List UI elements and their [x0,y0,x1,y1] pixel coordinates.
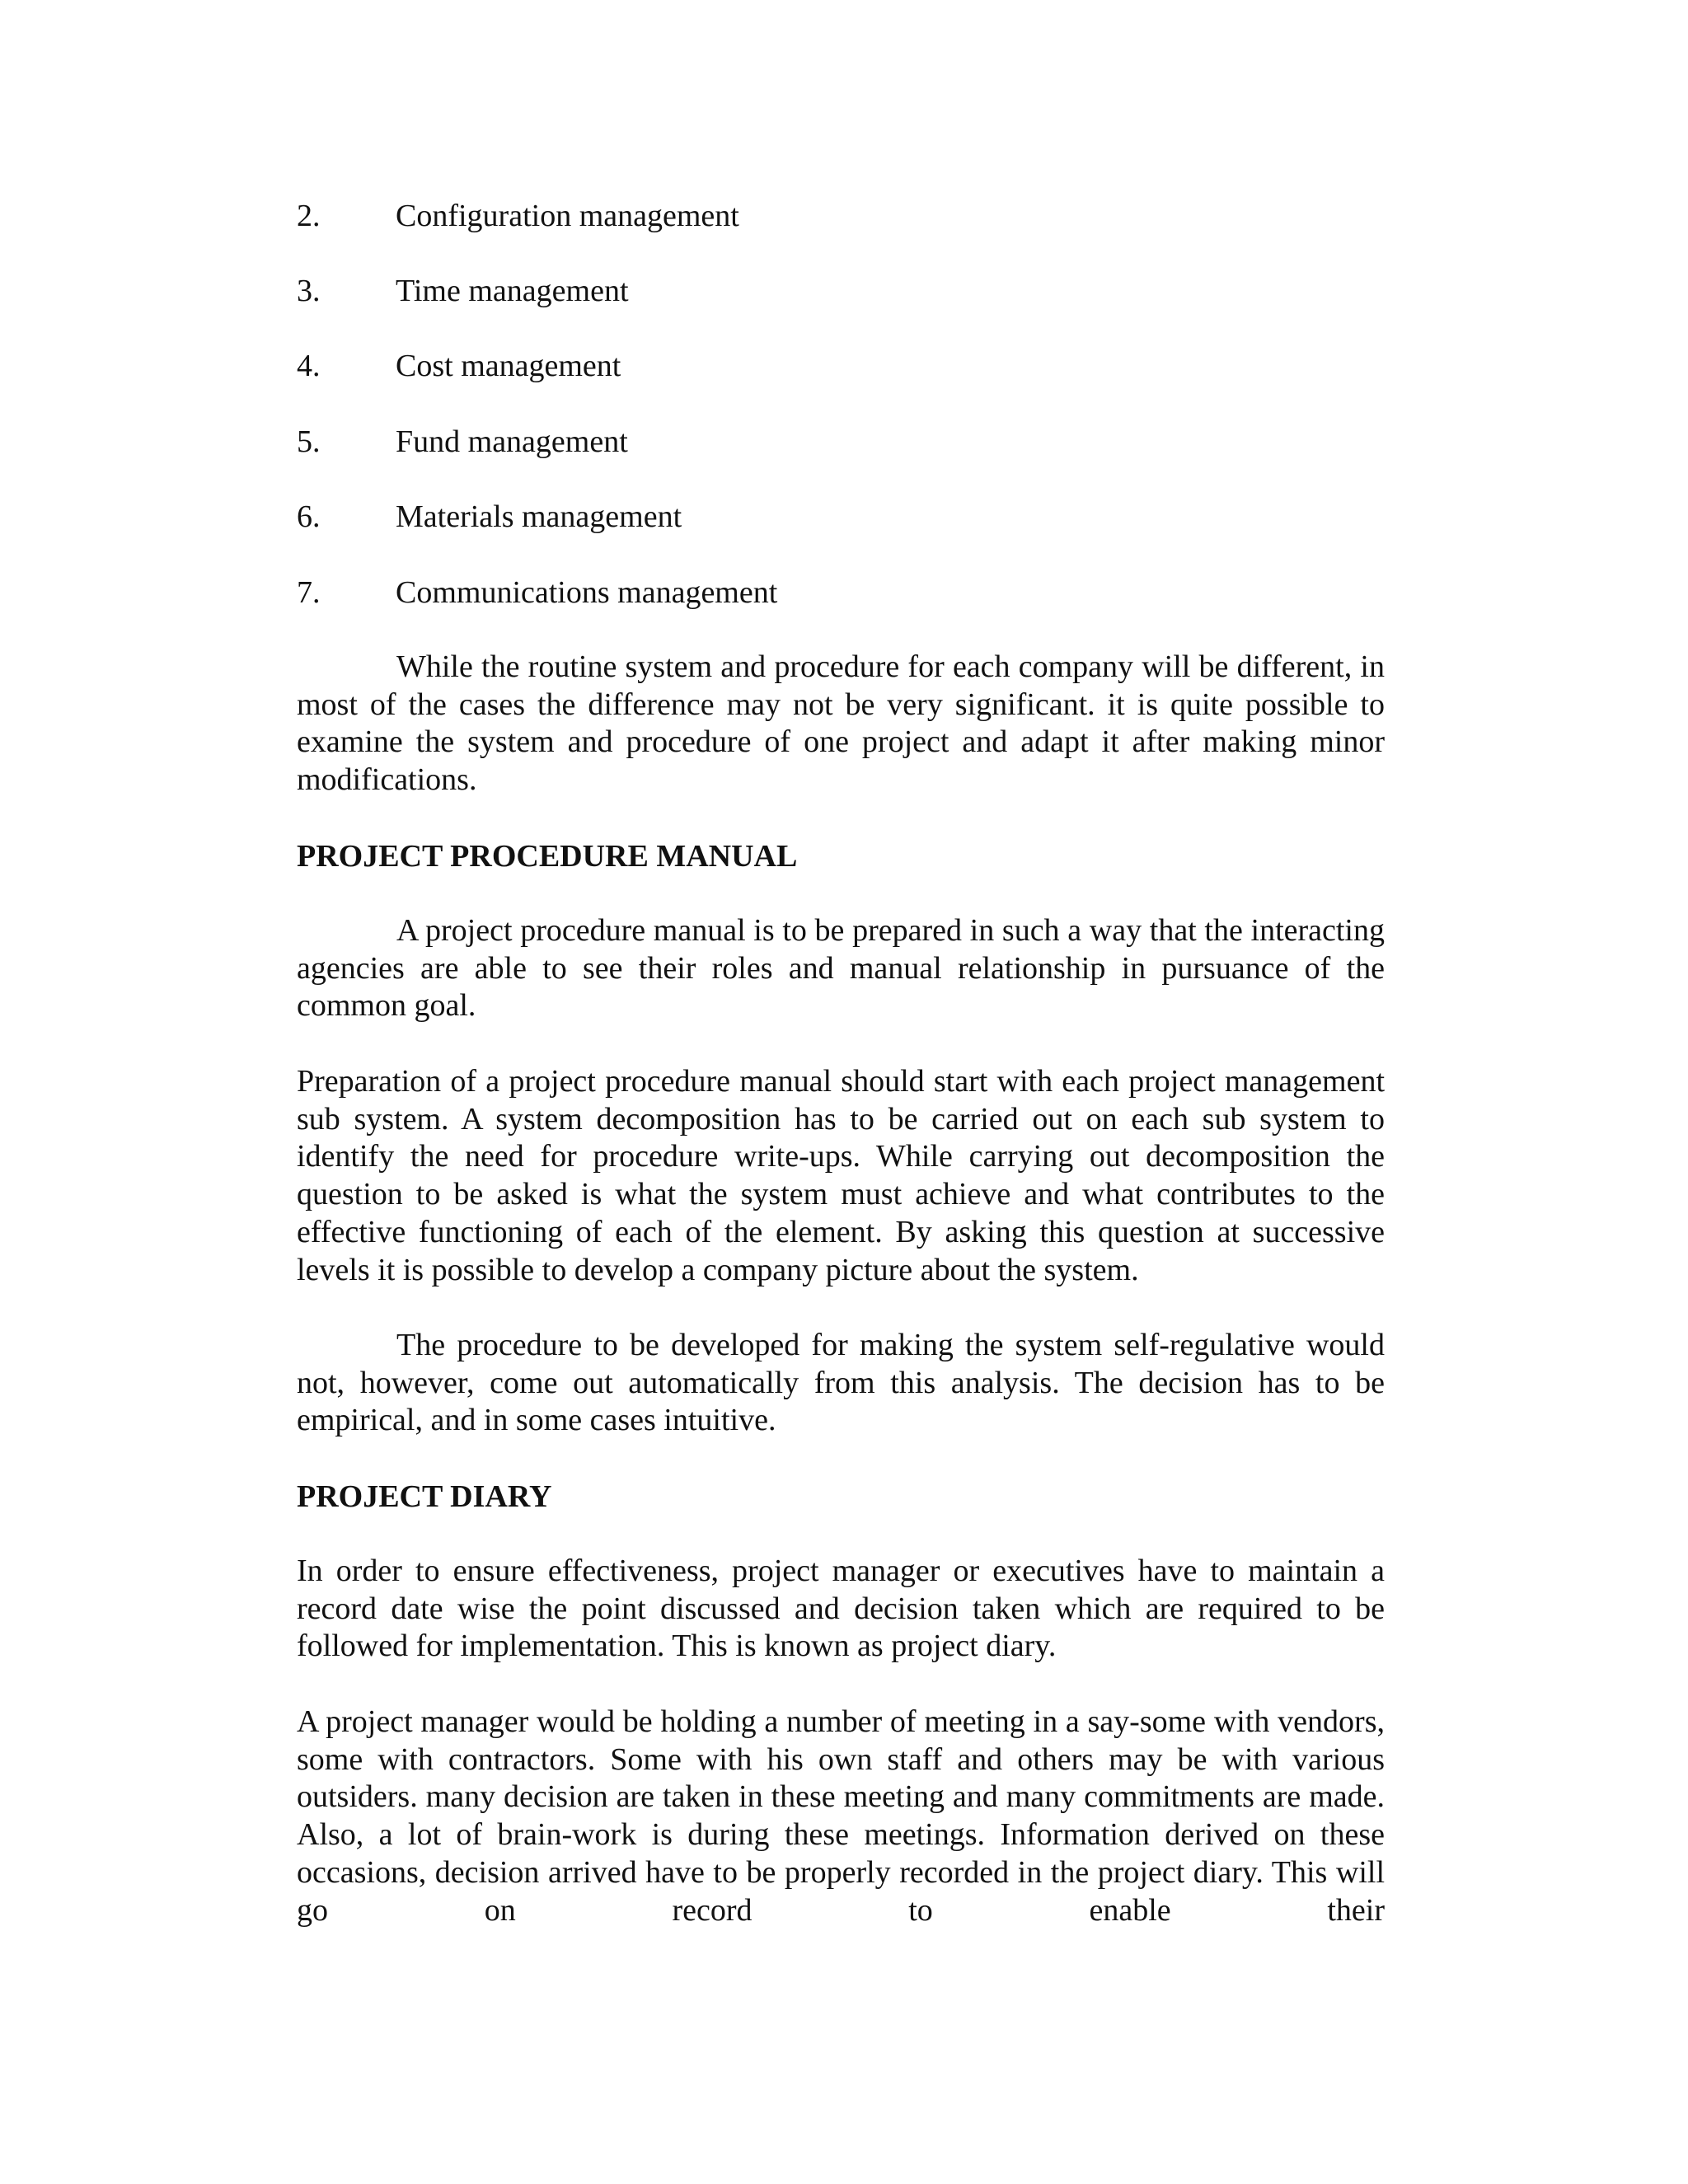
paragraph-diary-intro: In order to ensure effectiveness, project manager or executives have to maintain a record date wise the point discussed and decision taken which are required to be followed for implementation. This is known as project diary. [297,1554,1385,1664]
paragraph-routine: While the routine system and procedure for each company will be different, in most of the cases the difference may not be very significant. it is quite possible to examine the system and procedure of one project and adapt it after making minor modifications. [297,649,1385,798]
list-text: Communications management [396,575,778,610]
list-text: Fund management [396,424,628,459]
paragraph-manual-procedure: The procedure to be developed for making the system self-regulative would not, however, come out automatically from this analysis. The decision has to be empirical, and in some cases intuitive. [297,1328,1385,1438]
list-item [297,272,629,310]
list-item [297,498,682,536]
list-item [297,574,777,612]
list-number: 2. [297,199,321,233]
list-item [297,197,739,235]
list-text: Cost management [396,349,621,383]
heading-project-diary: PROJECT DIARY [297,1479,552,1514]
list-text: Time management [396,274,629,308]
list-number: 7. [297,575,321,610]
paragraph-manual-intro: A project procedure manual is to be prepared in such a way that the interacting agencies are able to see their roles and manual relationship in pursuance of the common goal. [297,913,1385,1024]
list-number: 4. [297,349,321,383]
document-page [297,0,1385,2184]
list-number: 6. [297,499,321,534]
list-item [297,423,628,461]
list-text: Configuration management [396,199,739,233]
list-number: 3. [297,274,321,308]
paragraph-manual-preparation: Preparation of a project procedure manual should start with each project management sub system. A system decomposition has to be carried out on each sub system to identify the need for procedure write-ups. While carrying out decomposition the question to be asked is what the system must achieve and what contributes to the effective functioning of each of the element. By asking this question at successive levels it is possible to develop a company picture about the system. [297,1064,1385,1287]
list-number: 5. [297,424,321,459]
heading-project-procedure-manual: PROJECT PROCEDURE MANUAL [297,839,798,874]
list-text: Materials management [396,499,682,534]
list-item [297,347,621,385]
paragraph-diary-meetings: A project manager would be holding a number of meeting in a say-some with vendors, some with contractors. Some with his own staff and others may be with various outsiders. many decision are taken in these meeting and many commitments are made. Also, a lot of brain-work is during these meetings. Information derived on these occasions, decision arrived have to be properly recorded in the project diary. This will go on record to enable their [297,1704,1385,1928]
